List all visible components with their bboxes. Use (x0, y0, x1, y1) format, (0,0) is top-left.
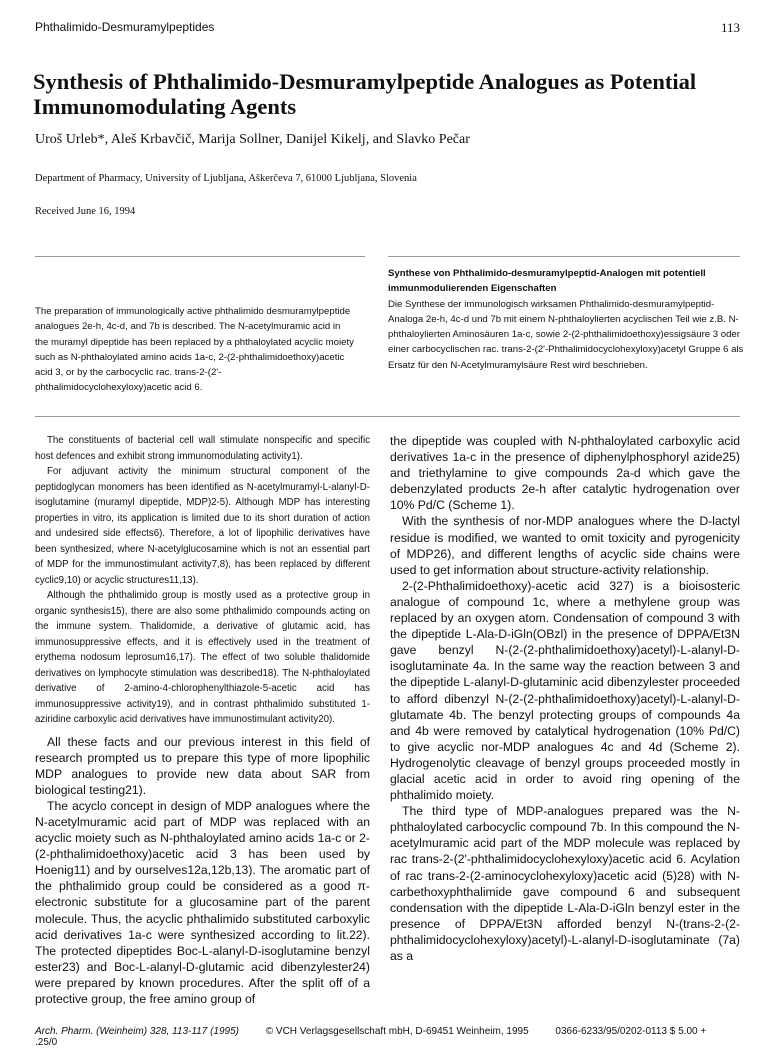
article-title: Synthesis of Phthalimido-Desmuramylpeptide Analogues as Potential Immunomodulating Agents (33, 69, 697, 119)
divider-abstract-bottom (35, 416, 740, 417)
received-date: Received June 16, 1994 (35, 206, 136, 217)
author-list: Uroš Urleb*, Aleš Krbavčič, Marija Sollner, Danijel Kikelj, and Slavko Pečar (35, 132, 470, 147)
journal-citation: Arch. Pharm. (Weinheim) 328, 113-117 (1995) (35, 1026, 239, 1037)
body-column-right (390, 433, 740, 964)
price-code: 0366-6233/95/0202-0113 $ 5.00 + .25/0 (35, 1026, 707, 1048)
paragraph: All these facts and our previous interest in this field of research prompted us to prepare this type of more lipophilic MDP analogues to provide new data about SAR from biological testing21). (35, 734, 370, 797)
paragraph: the dipeptide was coupled with N-phthaloylated carboxylic acid derivatives 1a-c in the presence of diphenylphosphoryl azide25) and triethylamine to give compounds 2a-d which gave the debenzylated products 2e-h after catalytic hydrogenation over 10% Pd/C (Scheme 1). (390, 434, 740, 513)
running-head (35, 20, 740, 34)
page-number: 113 (720, 20, 740, 35)
publisher-notice: © VCH Verlagsgesellschaft mbH, D-69451 Weinheim, 1995 (265, 1026, 529, 1037)
paragraph: 2-(2-Phthalimidoethoxy)-acetic acid 327) is a bioisosteric analogue of compound 1c, where a methylene group was replaced by an oxygen atom. Condensation of compound 3 with the dipeptide L-Ala-D-iGln(OBzl) in the presence of DPPA/Et3N gave benzyl N-(2-(2-phthalimidoethoxy)acetyl)-L-alanyl-D-isoglutaminate 4a. In the same way the reaction between 3 and the dipeptide L-alanyl-D-glutaminic acid dibenzylester proceeded to afford dibenzyl N-(2-(2-phthalimidoethoxy)acetyl)-L-alanyl-D-glutamate 4b. The benzyl protecting groups of compounds 4a and 4b were removed by catalytical hydrogenation (10% Pd/C) to give acyclic nor-MDP analogues 4c and 4d (Scheme 2). Hydrogenolytic cleavage of benzyl groups proceeded mostly in glacial acetic acid in order to avoid ring opening of the phthalimido moiety. (390, 578, 740, 803)
abstract-english: The preparation of immunologically active phthalimido desmuramylpeptide analogues 2e-h, 4c-d, and 7b is described. The N-acetylmuramic acid in the muramyl dipeptide has been replaced by a phthaloylated acyclic moiety such as N-phthaloylated amino acids 1a-c, 2-(2-phthalimidoethoxy)acetic acid 3, or by the carbocyclic rac. trans-2-(2'-phthalimidocyclohexyloxy)acetic acid 6. (35, 306, 354, 394)
paragraph: For adjuvant activity the minimum structural component of the peptidoglycan monomers has been identified as N-acetylmuramyl-L-alanyl-D-isoglutamine (muramyl dipeptide, MDP)2-5). Although MDP has interesting properties in vitro, its application is limited due to its short duration of action and undesired side effects6). Therefore, a lot of lipophilic derivatives have been synthesized, where N-acetylglucosamine which is not an essential part of MDP for the immunostimulant activity7,8), has been replaced by different cyclic9,10) or acyclic structures11,13). (35, 466, 370, 586)
page-footer (35, 1026, 755, 1048)
paragraph: The third type of MDP-analogues prepared was the N-phthaloylated carbocyclic compound 7b. In this compound the N-acetylmuramic acid part of the MDP molecule was replaced by rac trans-2-(2'-phthalimidocyclohexyloxy)acetic acid 6. Acylation of rac trans-2-(2-aminocyclohexyloxy)acetic acid (5)28) with N-carbethoxyphthalimide gave compound 6 and subsequent condensation with the dipeptide L-Ala-D-iGln benzyl ester in the presence of DPPA/Et3N afforded benzyl N-(trans-2-(2-phthalimidocyclohexyloxy)acetyl)-L-alanyl-D-isoglutaminate (7a) as a (390, 804, 740, 963)
body-column-left (35, 433, 370, 1007)
abstract-german-text: Die Synthese der immunologisch wirksamen Phthalimido-desmuramylpeptid-Analoga 2e-h, 4c-d und 7b mit einem N-phthaloylierten acyclischen Teil wie z.B. N-phthaloylierten Aminosäuren 1a-c, sowie 2-(2-phthalimidoethoxy)essigsäure 3 oder einer carbocyclischen rac. trans-2-(2'-Phthalimidocyclohexyloxy)acetyl Gruppe 6 als Ersatz für den N-Acetylmuramylsäure Rest wird beschrieben. (388, 298, 744, 371)
paragraph: Although the phthalimido group is mostly used as a protective group in organic synthesis15), there are also some phthalimido compounds acting on the immune system. Thalidomide, a derivative of glutamic acid, has immunosuppressive effects, and it is effectively used in the treatment of erythema nodosum leprosum16,17). The effect of two soluble thalidomide derivatives on lymphocyte stimulation was described18). The N-phthaloylated derivative of 2-amino-4-chlorophenylthiazole-5-acetic acid has immunosuppressive activity19), and in contrast phthalimido substituted 1-aziridine carboxylic acid derivatives have immunostimulant activity20). (35, 590, 370, 725)
abstract-german-title: Synthese von Phthalimido-desmuramylpeptid-Analogen mit potentiell immunmodulierenden Eigenschaften (388, 268, 706, 295)
paragraph: The constituents of bacterial cell wall stimulate nonspecific and specific host defences and exhibit strong immunomodulating activity1). (35, 435, 370, 462)
running-title: Phthalimido-Desmuramylpeptides (35, 20, 215, 34)
divider-left-top (35, 256, 365, 257)
affiliation: Department of Pharmacy, University of Ljubljana, Aškerčeva 7, 61000 Ljubljana, Slovenia (35, 173, 417, 184)
paragraph: The acyclo concept in design of MDP analogues where the N-acetylmuramic acid part of MDP was replaced with an acyclic moiety such as N-phthaloylated amino acids 1a-c or 2-(2-phthalimidoethoxy)acetic acid 3 has been used by Hoenig11) and by ourselves12a,12b,13). The aromatic part of the phthalimido group could be considered as a good π-electronic substitute for a glucosamine part of the parent molecule. Thus, the acyclic phthalimido substituted carboxylic acid derivatives 1a-c were synthesized according to lit.22). The protected dipeptides Boc-L-alanyl-D-isoglutamine benzyl ester23) and Boc-L-alanyl-D-glutamic acid dibenzylester24) were prepared by known procedures. After the split off of a protective group, the free amino group of (35, 798, 370, 1006)
abstract-german (388, 266, 744, 373)
divider-right-top (388, 256, 740, 257)
paragraph: With the synthesis of nor-MDP analogues where the D-lactyl residue is modified, we wanted to omit toxicity and pyrogenicity of MDP26), and different lengths of acyclic side chains were used to get information about structure-activity relationship. (390, 514, 740, 577)
